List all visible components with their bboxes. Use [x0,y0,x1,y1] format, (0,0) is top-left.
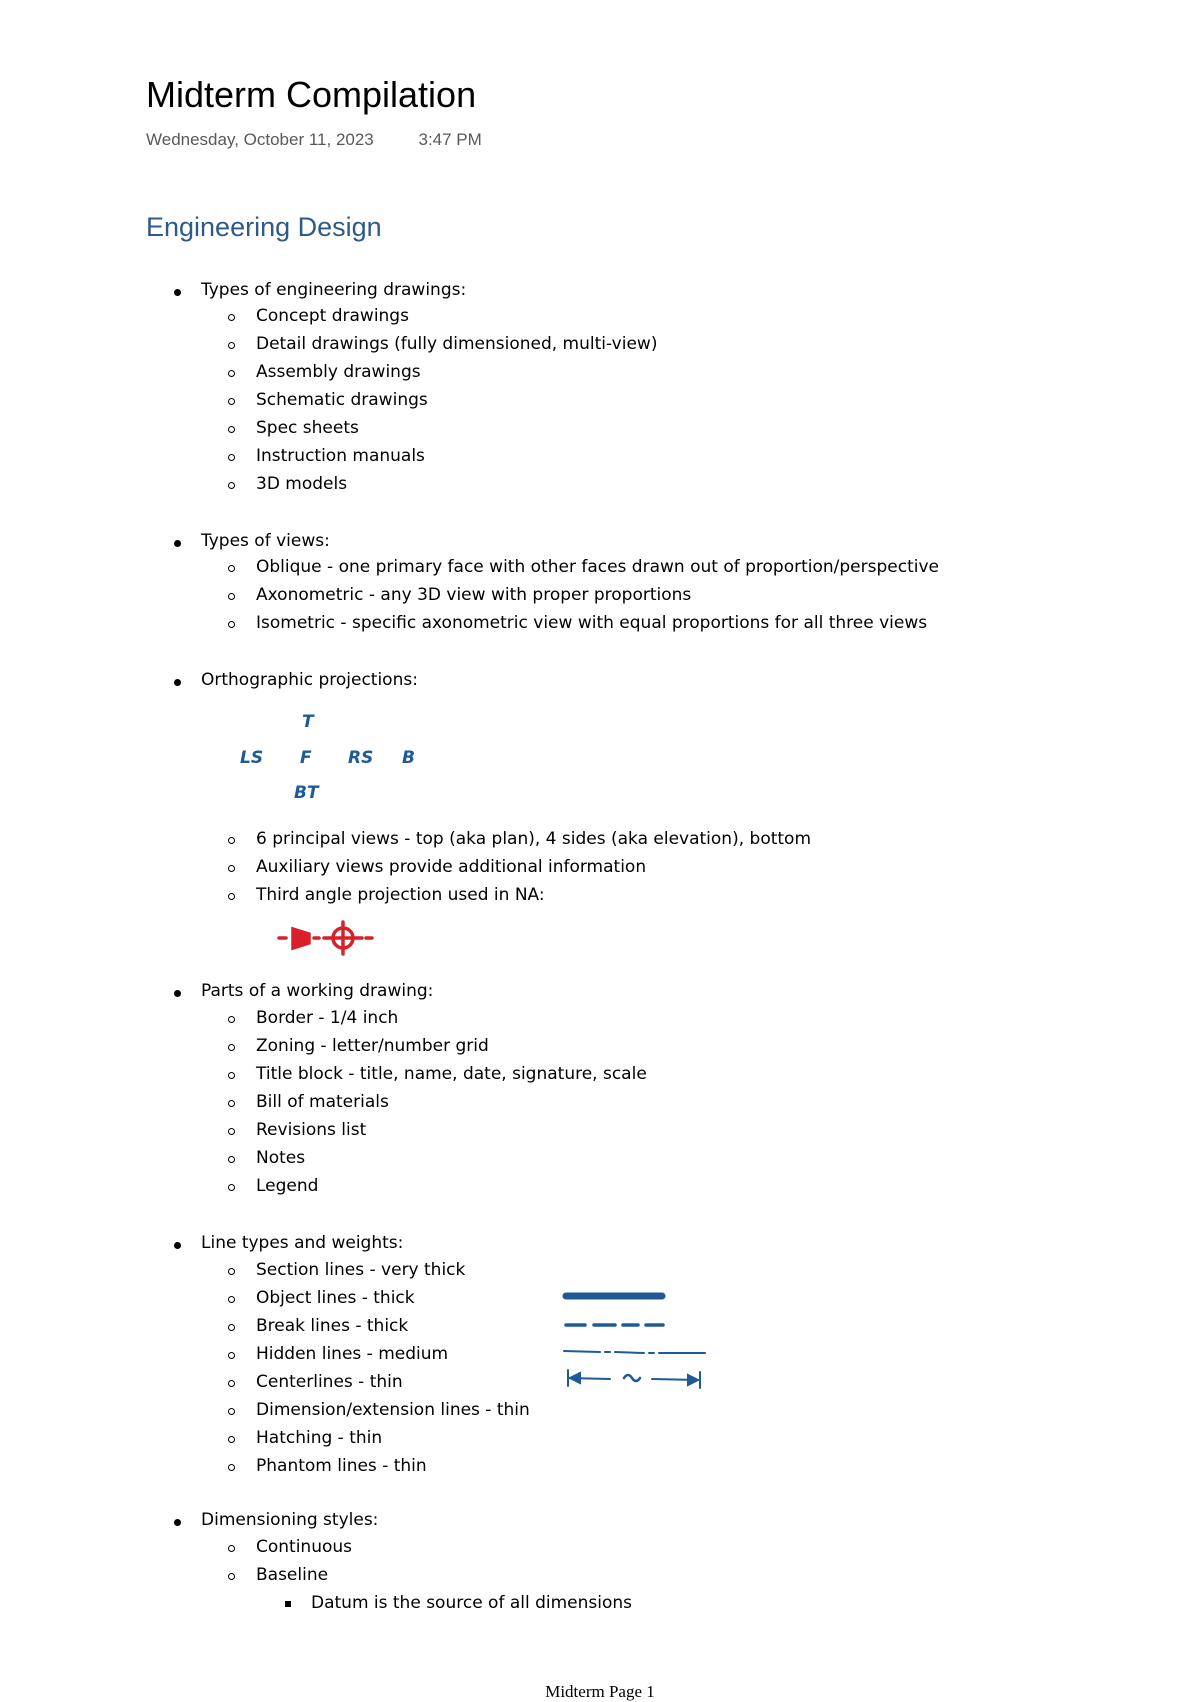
list-item: Break lines - thick [256,1316,409,1336]
list-heading-views: Types of views: [201,531,330,551]
list-item: Oblique - one primary face with other faces drawn out of proportion/perspective [256,557,939,577]
list-item: Zoning - letter/number grid [256,1036,489,1056]
list-heading-parts: Parts of a working drawing: [201,981,434,1001]
bullet-icon [174,990,181,997]
circle-bullet-icon [228,621,235,628]
orthographic-views-sketch [236,706,426,808]
circle-bullet-icon [228,1464,235,1471]
circle-bullet-icon [228,837,235,844]
list-item: Continuous [256,1537,353,1557]
circle-bullet-icon [228,314,235,321]
list-item: Title block - title, name, date, signature, scale [256,1064,647,1084]
line-weight-samples-sketch [560,1286,720,1426]
list-item: Hidden lines - medium [256,1344,449,1364]
list-item: Bill of materials [256,1092,389,1112]
list-item: Legend [256,1176,319,1196]
list-item: Assembly drawings [256,362,421,382]
list-item: Detail drawings (fully dimensioned, multi-view) [256,334,658,354]
circle-bullet-icon [228,482,235,489]
sketch-label-top: T [302,712,314,732]
list-item: 6 principal views - top (aka plan), 4 sides (aka elevation), bottom [256,829,812,849]
sketch-label-front: F [300,748,312,768]
page-footer: Midterm Page 1 [545,1682,655,1701]
third-angle-projection-symbol-icon [276,918,376,958]
circle-bullet-icon [228,370,235,377]
list-item: Revisions list [256,1120,367,1140]
circle-bullet-icon [228,1072,235,1079]
sketch-label-right-side: RS [348,748,374,768]
list-subitem: Datum is the source of all dimensions [311,1593,633,1613]
square-bullet-icon [285,1601,291,1607]
list-item: Third angle projection used in NA: [256,885,545,905]
circle-bullet-icon [228,1100,235,1107]
list-heading-ortho: Orthographic projections: [201,670,418,690]
circle-bullet-icon [228,1545,235,1552]
bullet-icon [174,1519,181,1526]
circle-bullet-icon [228,593,235,600]
circle-bullet-icon [228,1016,235,1023]
list-item: Hatching - thin [256,1428,383,1448]
list-item: Object lines - thick [256,1288,415,1308]
circle-bullet-icon [228,1184,235,1191]
circle-bullet-icon [228,398,235,405]
list-item: Isometric - specific axonometric view with equal proportions for all three views [256,613,928,633]
circle-bullet-icon [228,1044,235,1051]
list-heading-dimensioning: Dimensioning styles: [201,1510,379,1530]
page-meta [146,130,482,150]
bullet-icon [174,289,181,296]
circle-bullet-icon [228,1352,235,1359]
circle-bullet-icon [228,1268,235,1275]
list-heading-lines: Line types and weights: [201,1233,404,1253]
circle-bullet-icon [228,1380,235,1387]
circle-bullet-icon [228,1128,235,1135]
list-item: 3D models [256,474,348,494]
list-item: Auxiliary views provide additional information [256,857,647,877]
page-title: Midterm Compilation [146,74,477,115]
bullet-icon [174,1242,181,1249]
circle-bullet-icon [228,893,235,900]
list-item: Phantom lines - thin [256,1456,427,1476]
bullet-icon [174,679,181,686]
list-item: Instruction manuals [256,446,425,466]
list-item: Schematic drawings [256,390,428,410]
circle-bullet-icon [228,342,235,349]
list-item: Axonometric - any 3D view with proper proportions [256,585,692,605]
circle-bullet-icon [228,454,235,461]
circle-bullet-icon [228,1156,235,1163]
list-item: Notes [256,1148,306,1168]
list-item: Dimension/extension lines - thin [256,1400,530,1420]
dimension-line-sample [568,1370,700,1388]
list-item: Centerlines - thin [256,1372,403,1392]
sketch-label-left-side: LS [240,748,264,768]
circle-bullet-icon [228,426,235,433]
section-heading: Engineering Design [146,212,382,242]
centerline-sample [564,1351,705,1353]
page-time: 3:47 PM [418,130,482,149]
circle-bullet-icon [228,1408,235,1415]
list-item: Concept drawings [256,306,409,326]
list-item: Border - 1/4 inch [256,1008,399,1028]
list-item: Baseline [256,1565,329,1585]
page-date: Wednesday, October 11, 2023 [146,130,374,149]
sketch-label-bottom: BT [294,783,319,803]
bullet-icon [174,540,181,547]
circle-bullet-icon [228,1296,235,1303]
circle-bullet-icon [228,565,235,572]
list-item: Spec sheets [256,418,359,438]
circle-bullet-icon [228,1324,235,1331]
sketch-label-back: B [402,748,415,768]
circle-bullet-icon [228,1436,235,1443]
list-item: Section lines - very thick [256,1260,466,1280]
list-heading-drawings: Types of engineering drawings: [201,280,467,300]
circle-bullet-icon [228,1573,235,1580]
circle-bullet-icon [228,865,235,872]
